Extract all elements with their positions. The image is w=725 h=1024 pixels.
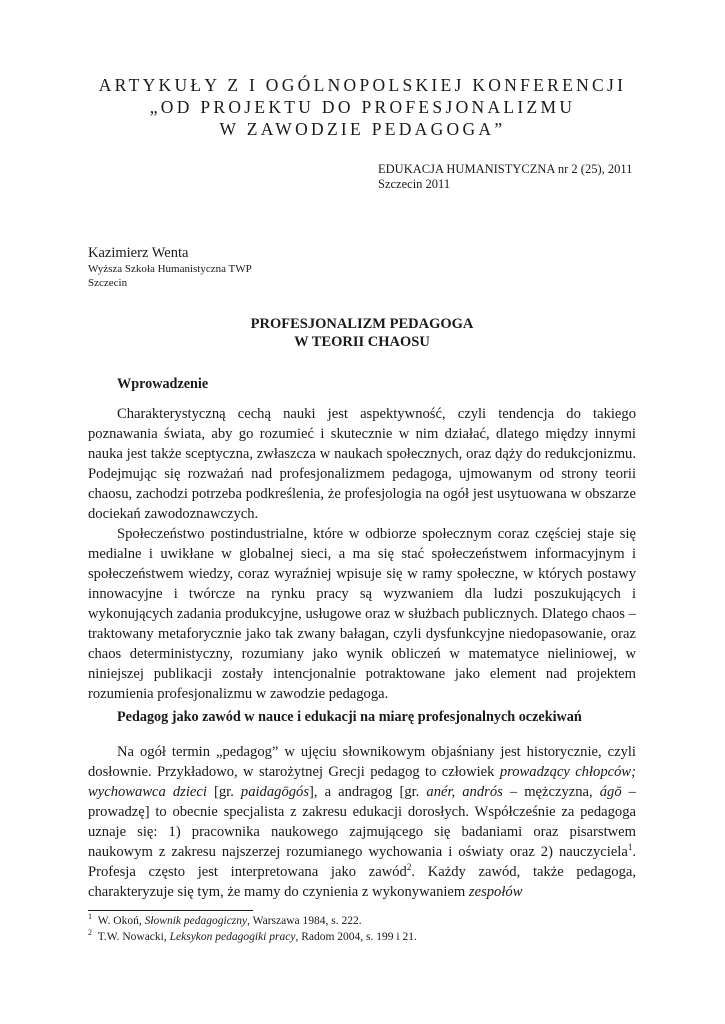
italic-run: prowadzący chłopców; wychowawca dzieci <box>88 764 636 800</box>
paragraph-pedagog-1 <box>88 742 636 902</box>
title-line-1: PROFESJONALIZM PEDAGOGA <box>250 316 474 332</box>
text-run: Na ogół termin „pedagog” w ujęciu słownikowym objaśniany jest historycznie, czyli dosłownie. Przykładowo, w starożytnej Grecji pedagog to człowiek <box>88 744 636 780</box>
footnote-ref-1[interactable]: 1 <box>627 842 633 853</box>
journal-name: EDUKACJA HUMANISTYCZNA nr 2 (25), 2011 <box>378 162 633 176</box>
author-block <box>88 245 252 290</box>
text-run: – prowadzę] to obecnie specjalista z zakresu edukacji dorosłych. Współcześnie za pedagoga uznaje się: 1) pracownika naukowego zajmującego się badaniami oraz pisarstwem naukowym z zakresu najszerzej rozumianego wychowania i oświaty oraz 2) nauczyciela <box>88 784 636 860</box>
article-title <box>88 315 636 351</box>
text-run: . Profesja często jest interpretowana jako zawód <box>88 844 636 880</box>
italic-run: anér, andrós <box>426 784 503 800</box>
footnote-number: 1 <box>88 912 92 922</box>
footnote-details: , Warszawa 1984, s. 222. <box>247 915 362 927</box>
footnote-1 <box>88 914 636 928</box>
footnote-title: Leksykon pedagogiki pracy <box>169 931 296 943</box>
author-name: Kazimierz Wenta <box>88 245 189 261</box>
paragraph-intro-2: Społeczeństwo postindustrialne, które w odbiorze społecznym coraz częściej staje się medialne i uwikłane w globalnej sieci, a ma się stać społeczeństwem informacyjnym i społeczeństwem wiedzy, coraz wyraźniej wpisuje się w ramy społeczne, w których postawy innowacyjne i twórcze na rynku pracy są wyzwaniem dla ludzi poszukujących i wykonujących zadania produkcyjne, usługowe oraz w służbach publicznych. Dlatego chaos – traktowany metaforycznie jako tak zwany bałagan, czyli dysfunkcyjne niedopasowanie, oraz chaos deterministyczny, rozumiany jako wynik obliczeń w matematyce nieliniowej, w niniejszej publikacji zostały intencjonalnie potraktowane jako element nad projektem rozumienia profesjonalizmu w zawodzie pedagoga. <box>88 526 636 702</box>
author-affiliation: Wyższa Szkoła Humanistyczna TWP <box>88 263 252 275</box>
journal-place-year: Szczecin 2011 <box>378 177 451 191</box>
italic-run: zespołów <box>468 884 523 900</box>
series-line-1: ARTYKUŁY Z I OGÓLNOPOLSKIEJ KONFERENCJI <box>98 75 627 95</box>
footnote-number: 2 <box>88 928 92 938</box>
series-header <box>60 74 665 140</box>
journal-info <box>378 162 632 192</box>
footnote-ref-2[interactable]: 2 <box>406 862 412 873</box>
text-run: . Każdy zawód, także pedagoga, charakteryzuje się tym, że mamy do czynienia z wykonywaniem <box>88 864 637 900</box>
author-city: Szczecin <box>88 277 128 289</box>
series-line-2: „OD PROJEKTU DO PROFESJONALIZMU <box>149 97 576 117</box>
footnote-author: T.W. Nowacki, <box>97 931 170 943</box>
footnote-details: , Radom 2004, s. 199 i 21. <box>295 931 417 943</box>
footnote-title: Słownik pedagogiczny <box>144 915 248 927</box>
section-heading-intro: Wprowadzenie <box>117 376 209 392</box>
title-line-2: W TEORII CHAOSU <box>294 334 430 350</box>
text-run: [gr. <box>206 784 241 800</box>
italic-run: ágō <box>599 784 622 800</box>
footnote-separator <box>88 910 253 911</box>
footnote-2 <box>88 930 636 944</box>
section-heading-pedagog: Pedagog jako zawód w nauce i edukacji na miarę profesjonalnych oczekiwań <box>117 709 582 725</box>
text-run: ], a andragog [gr. <box>309 784 427 800</box>
text-run: – mężczyzna, <box>502 784 600 800</box>
italic-run: paidagōgós <box>240 784 310 800</box>
footnote-author: W. Okoń, <box>97 915 145 927</box>
paragraph-intro-1: Charakterystyczną cechą nauki jest aspektywność, czyli tendencja do takiego poznawania świata, aby go rozumieć i skutecznie w nim działać, dlatego między innymi nauka jest także sceptyczna, zwłaszcza w naukach społecznych, oraz dąży do redukcjonizmu. Podejmując się rozważań nad profesjonalizmem pedagoga, ujmowanym od strony teorii chaosu, zachodzi potrzeba podkreślenia, że profesjologia na ogół jest usytuowana w obszarze dociekań zawodoznawczych. <box>88 406 636 522</box>
series-line-3: W ZAWODZIE PEDAGOGA” <box>219 119 506 139</box>
